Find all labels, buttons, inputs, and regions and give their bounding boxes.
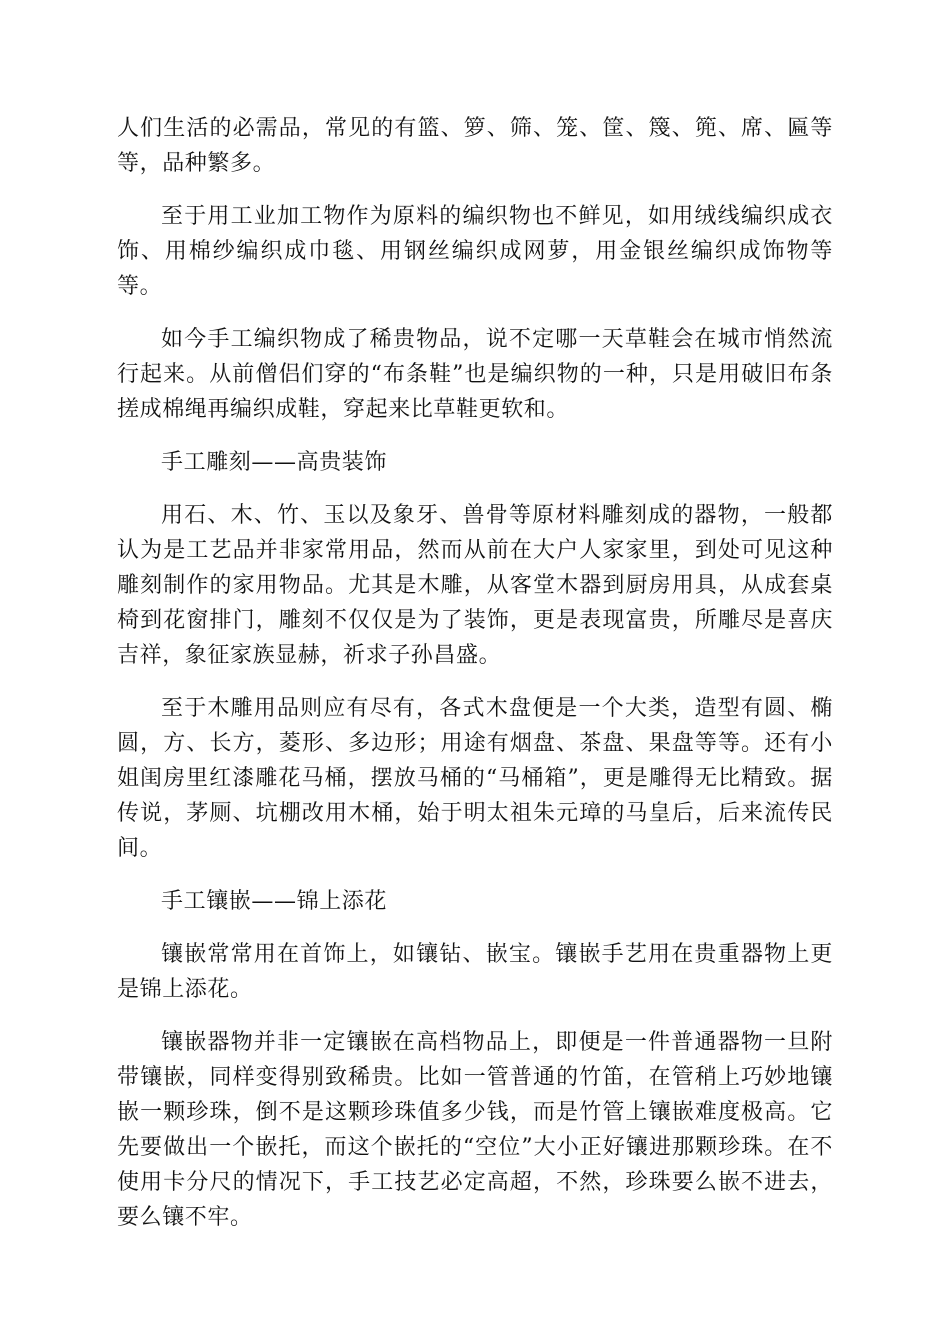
section-heading-inlay: 手工镶嵌——锦上添花 [161, 889, 388, 914]
document-body [117, 111, 833, 1253]
paragraph: 镶嵌常常用在首饰上，如镶钻、嵌宝。镶嵌手艺用在贵重器物上更是锦上添花。 [117, 942, 833, 1002]
paragraph: 至于用工业加工物作为原料的编织物也不鲜见，如用绒线编织成衣饰、用棉纱编织成巾毯、用钢丝编织成网萝，用金银丝编织成饰物等等。 [117, 204, 833, 299]
paragraph: 用石、木、竹、玉以及象牙、兽骨等原材料雕刻成的器物，一般都认为是工艺品并非家常用品，然而从前在大户人家家里，到处可见这种雕刻制作的家用物品。尤其是木雕，从客堂木器到厨房用具，从成套桌椅到花窗排门，雕刻不仅仅是为了装饰，更是表现富贵，所雕尽是喜庆吉祥，象征家族显赫，祈求子孙昌盛。 [117, 503, 833, 668]
paragraph-continuation: 人们生活的必需品，常见的有篮、箩、筛、笼、筐、篾、篼、席、匾等等，品种繁多。 [117, 116, 833, 176]
paragraph: 至于木雕用品则应有尽有，各式木盘便是一个大类，造型有圆、椭圆，方、长方，菱形、多边形；用途有烟盘、茶盘、果盘等等。还有小姐闺房里红漆雕花马桶，摆放马桶的“马桶箱”，更是雕得无比精致。据传说，茅厕、坑棚改用木桶，始于明太祖朱元璋的马皇后，后来流传民间。 [117, 696, 833, 861]
paragraph: 镶嵌器物并非一定镶嵌在高档物品上，即便是一件普通器物一旦附带镶嵌，同样变得别致稀贵。比如一管普通的竹笛，在管稍上巧妙地镶嵌一颗珍珠，倒不是这颗珍珠值多少钱，而是竹管上镶嵌难度极高。它先要做出一个嵌托，而这个嵌托的“空位”大小正好镶进那颗珍珠。在不使用卡分尺的情况下，手工技艺必定高超，不然，珍珠要么嵌不进去，要么镶不牢。 [117, 1030, 833, 1230]
section-heading-carving: 手工雕刻——高贵装饰 [161, 450, 388, 475]
paragraph: 如今手工编织物成了稀贵物品，说不定哪一天草鞋会在城市悄然流行起来。从前僧侣们穿的“布条鞋”也是编织物的一种，只是用破旧布条搓成棉绳再编织成鞋，穿起来比草鞋更软和。 [117, 327, 833, 422]
